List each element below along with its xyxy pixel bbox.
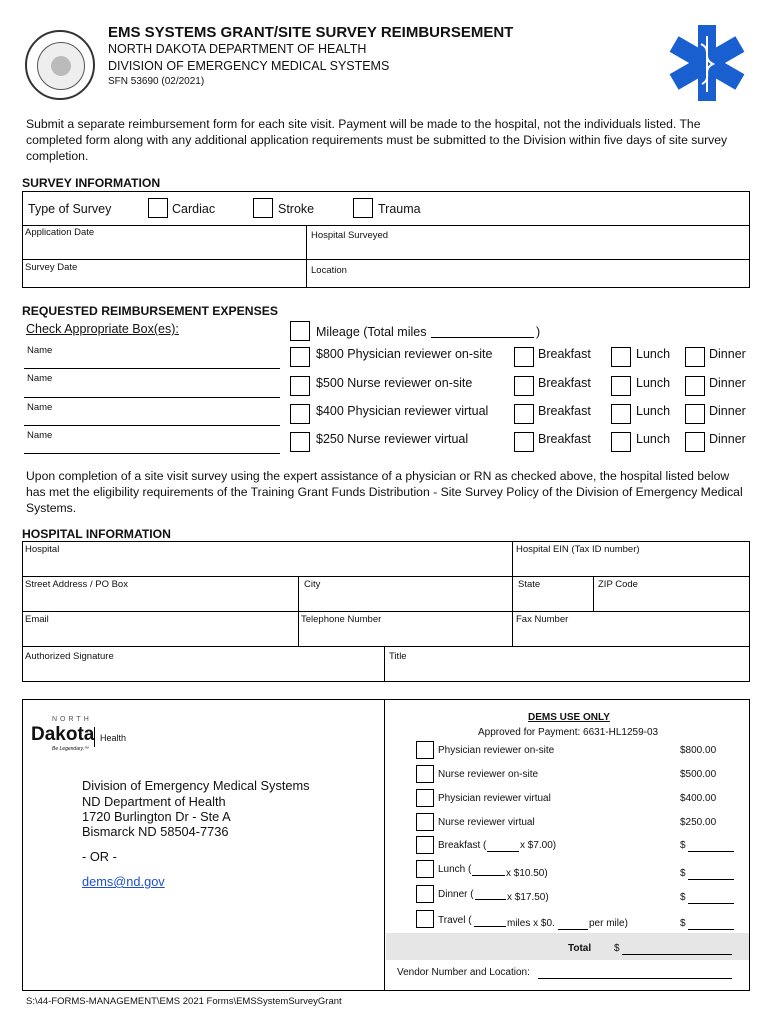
trauma-label: Trauma [378, 202, 421, 216]
dems-dinner-checkbox[interactable] [416, 885, 434, 903]
zip-code-field[interactable]: ZIP Code [598, 579, 638, 590]
dinner-checkbox-1[interactable] [685, 347, 705, 367]
travel-amount-line[interactable] [688, 929, 734, 930]
trauma-checkbox[interactable] [353, 198, 373, 218]
cardiac-label: Cardiac [172, 202, 216, 216]
dems-travel-checkbox[interactable] [416, 910, 434, 928]
name-label-1: Name [27, 345, 53, 356]
name-label-3: Name [27, 402, 53, 413]
ein-field[interactable]: Hospital EIN (Tax ID number) [516, 544, 640, 555]
logo-north: NORTH [52, 716, 92, 723]
state-field[interactable]: State [518, 579, 541, 590]
lunch-checkbox-1[interactable] [611, 347, 631, 367]
email-field[interactable]: Email [25, 614, 49, 625]
dinner-checkbox-4[interactable] [685, 432, 705, 452]
logo-dakota: Dakota [31, 724, 95, 745]
physician-onsite-checkbox[interactable] [290, 347, 310, 367]
amount-nurse-onsite: $500.00 [680, 769, 717, 780]
dems-breakfast-checkbox[interactable] [416, 836, 434, 854]
vendor-label: Vendor Number and Location: [397, 967, 530, 978]
or-separator: - OR - [82, 849, 117, 864]
dems-use-only-heading: DEMS USE ONLY [528, 712, 610, 723]
name-line-1[interactable] [24, 368, 280, 369]
mileage-label: Mileage (Total miles [316, 325, 427, 339]
name-label-2: Name [27, 373, 53, 384]
eligibility-statement: Upon completion of a site visit survey using the expert assistance of a physician or RN as checked above, the hospital listed below has met the eligibility requirements of the Training Grant Funds Distribution - Site Survey Policy of the Division of Emergency Medical Systems. [26, 469, 743, 515]
application-date-field[interactable]: Application Date [25, 227, 95, 238]
lunch-checkbox-2[interactable] [611, 376, 631, 396]
name-line-4[interactable] [24, 453, 280, 454]
logo-tagline: Be Legendary.™ [52, 746, 90, 752]
location-field[interactable]: Location [311, 265, 347, 276]
address-line-1: Division of Emergency Medical Systems [82, 778, 310, 793]
stroke-label: Stroke [278, 202, 315, 216]
name-label-4: Name [27, 430, 53, 441]
street-address-field[interactable]: Street Address / PO Box [25, 579, 128, 590]
breakfast-count-line[interactable] [487, 851, 519, 852]
hospital-surveyed-field[interactable]: Hospital Surveyed [311, 230, 389, 241]
travel-rate-line[interactable] [558, 929, 588, 930]
logo-health: Health [100, 733, 127, 743]
total-label: Total [568, 943, 592, 954]
dems-physician-virtual-checkbox[interactable] [416, 789, 434, 807]
survey-info-heading: SURVEY INFORMATION [22, 176, 161, 190]
address-line-2: ND Department of Health [82, 794, 226, 809]
dems-email-link[interactable]: dems@nd.gov [82, 874, 165, 889]
check-boxes-label: Check Appropriate Box(es): [26, 322, 179, 336]
total-amount-line[interactable] [622, 954, 732, 955]
dinner-count-line[interactable] [475, 899, 506, 900]
amount-physician-virtual: $400.00 [680, 793, 717, 804]
title-field[interactable]: Title [389, 651, 407, 662]
name-line-2[interactable] [24, 397, 280, 398]
lunch-count-line[interactable] [472, 875, 505, 876]
breakfast-amount-line[interactable] [688, 851, 734, 852]
cardiac-checkbox[interactable] [148, 198, 168, 218]
file-path: S:\44-FORMS-MANAGEMENT\EMS 2021 Forms\EMSSystemSurveyGrant [26, 996, 342, 1007]
travel-miles-line[interactable] [474, 926, 506, 927]
amount-physician-onsite: $800.00 [680, 745, 717, 756]
state-seal [25, 30, 95, 100]
physician-virtual-checkbox[interactable] [290, 404, 310, 424]
dinner-checkbox-3[interactable] [685, 404, 705, 424]
address-line-3: 1720 Burlington Dr - Ste A [82, 809, 231, 824]
address-line-4: Bismarck ND 58504-7736 [82, 824, 229, 839]
nurse-onsite-checkbox[interactable] [290, 376, 310, 396]
hospital-info-heading: HOSPITAL INFORMATION [22, 527, 171, 541]
dems-lunch-checkbox[interactable] [416, 860, 434, 878]
fax-field[interactable]: Fax Number [516, 614, 569, 625]
breakfast-checkbox-2[interactable] [514, 376, 534, 396]
hospital-field[interactable]: Hospital [25, 544, 60, 555]
breakfast-checkbox-1[interactable] [514, 347, 534, 367]
approved-for-payment: Approved for Payment: 6631-HL1259-03 [478, 727, 659, 738]
form-title: EMS SYSTEMS GRANT/SITE SURVEY REIMBURSEMENT [108, 24, 514, 41]
city-field[interactable]: City [304, 579, 321, 590]
stroke-checkbox[interactable] [253, 198, 273, 218]
mileage-checkbox[interactable] [290, 321, 310, 341]
nurse-virtual-checkbox[interactable] [290, 432, 310, 452]
intro-paragraph: Submit a separate reimbursement form for each site visit. Payment will be made to the hospital, not the individuals listed. The completed form along with any additional application requirements must be submitted to the Division within five days of site survey completion. [26, 117, 728, 163]
dems-physician-onsite-checkbox[interactable] [416, 741, 434, 759]
expenses-heading: REQUESTED REIMBURSEMENT EXPENSES [22, 304, 278, 318]
dems-nurse-virtual-checkbox[interactable] [416, 813, 434, 831]
authorized-signature-field[interactable]: Authorized Signature [25, 651, 114, 662]
star-of-life-icon [668, 24, 746, 102]
vendor-line[interactable] [538, 978, 732, 979]
type-of-survey-label: Type of Survey [28, 202, 112, 216]
telephone-field[interactable]: Telephone Number [301, 614, 382, 625]
name-line-3[interactable] [24, 425, 280, 426]
dinner-checkbox-2[interactable] [685, 376, 705, 396]
department-name: NORTH DAKOTA DEPARTMENT OF HEALTH [108, 42, 367, 56]
lunch-checkbox-3[interactable] [611, 404, 631, 424]
lunch-amount-line[interactable] [688, 879, 734, 880]
mileage-input-line[interactable] [431, 337, 534, 338]
survey-date-field[interactable]: Survey Date [25, 262, 78, 273]
dems-nurse-onsite-checkbox[interactable] [416, 765, 434, 783]
amount-nurse-virtual: $250.00 [680, 817, 717, 828]
lunch-checkbox-4[interactable] [611, 432, 631, 452]
dinner-amount-line[interactable] [688, 903, 734, 904]
breakfast-checkbox-3[interactable] [514, 404, 534, 424]
division-name: DIVISION OF EMERGENCY MEDICAL SYSTEMS [108, 59, 390, 73]
form-number: SFN 53690 (02/2021) [108, 76, 205, 87]
breakfast-checkbox-4[interactable] [514, 432, 534, 452]
